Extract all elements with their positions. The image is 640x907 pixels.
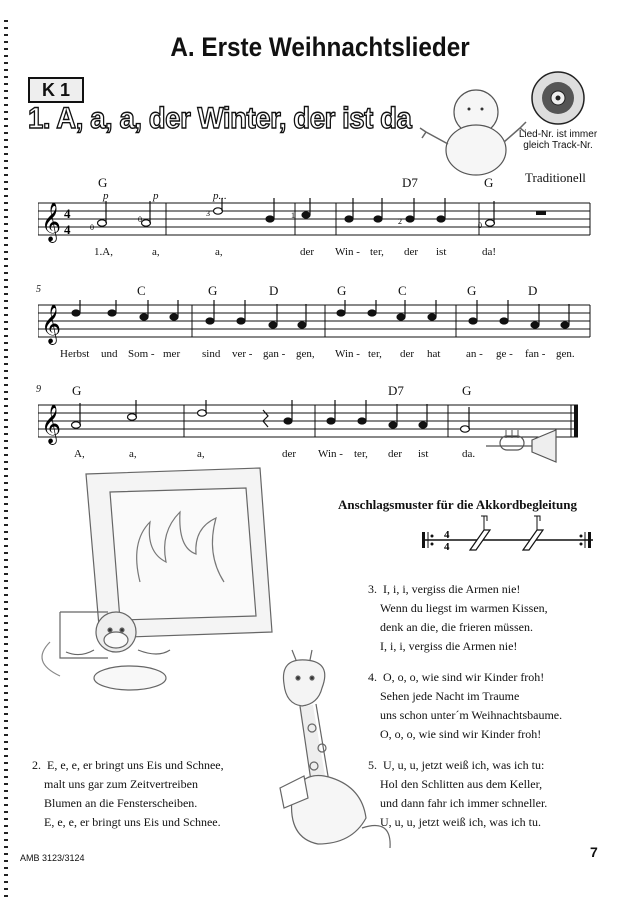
lyric-syllable: Win -	[335, 348, 360, 360]
chord-root: D7	[402, 175, 418, 190]
chord: D	[528, 283, 538, 298]
catalog-number: AMB 3123/3124	[20, 853, 85, 863]
lyric-syllable: ist	[418, 448, 429, 460]
verse-line: O, o, o, wie sind wir Kinder froh!	[380, 727, 542, 741]
lyric-syllable: da.	[462, 448, 476, 460]
svg-text:0: 0	[138, 215, 142, 224]
lyric-syllable: Win -	[335, 246, 360, 258]
svg-text:4: 4	[64, 206, 71, 221]
lyric-syllable: sind	[202, 348, 221, 360]
staff-system-1	[38, 198, 598, 248]
svg-text:4: 4	[64, 222, 71, 237]
lyric-syllable: an -	[466, 348, 483, 360]
verse-line: E, e, e, er bringt uns Eis und Schnee.	[44, 815, 221, 829]
lyric-syllable: Herbst	[60, 348, 90, 360]
chord: G	[462, 383, 472, 398]
chord-root: D7	[388, 383, 404, 398]
staff-system-2	[38, 300, 598, 350]
lyric-syllable: a,	[215, 246, 223, 258]
lyric-syllable: ter,	[368, 348, 382, 360]
verse-line: O, o, o, wie sind wir Kinder froh!	[383, 670, 545, 684]
verse-3	[368, 580, 548, 656]
lyric-syllable: ver -	[232, 348, 253, 360]
lyric-syllable: der	[300, 246, 315, 258]
svg-text:3: 3	[206, 209, 210, 218]
verse-line: Wenn du liegst im warmen Kissen,	[380, 601, 548, 615]
lyric-syllable: und	[101, 348, 118, 360]
chord	[402, 175, 418, 191]
chord: C	[398, 283, 407, 298]
chord	[388, 383, 404, 399]
lyric-syllable: ter,	[354, 448, 368, 460]
cd-note-line: gleich Track-Nr.	[523, 140, 593, 151]
lyric-syllable: da!	[482, 246, 497, 258]
lyric-syllable: ist	[436, 246, 447, 258]
fireplace-monkey-illustration	[20, 462, 290, 712]
verse-number: 2.	[32, 758, 41, 772]
lyric-syllable: ter,	[370, 246, 384, 258]
lyric-syllable: Som -	[128, 348, 155, 360]
lyric-syllable: 1.A,	[94, 246, 113, 258]
verse-line: U, u, u, jetzt weiß ich, was ich tu:	[383, 758, 545, 772]
chord: G	[467, 283, 477, 298]
page-title: A. Erste Weihnachtslieder	[170, 32, 470, 62]
lyric-syllable: gan -	[263, 348, 286, 360]
pattern-title: Anschlagsmuster für die Akkordbegleitung	[338, 497, 577, 512]
lyric-syllable: der	[282, 448, 297, 460]
lyric-syllable: hat	[427, 348, 441, 360]
verse-line: uns schon unter´m Weihnachtsbaume.	[380, 708, 563, 722]
lyric-syllable: der	[400, 348, 415, 360]
dynamic-mark: p	[153, 190, 159, 202]
section-label: K 1	[28, 77, 84, 103]
dynamic-mark: p	[103, 190, 109, 202]
chord: G	[337, 283, 347, 298]
verse-4	[368, 668, 562, 744]
measure-number: 5	[36, 284, 41, 295]
verse-line: malt uns gar zum Zeitvertreiben	[44, 777, 198, 791]
svg-text:1: 1	[291, 211, 295, 220]
page-number: 7	[590, 844, 598, 860]
svg-text:𝄞: 𝄞	[41, 404, 62, 444]
measure-number: 9	[36, 384, 41, 395]
lyric-syllable: Win -	[318, 448, 343, 460]
lyric-syllable: der	[388, 448, 403, 460]
verse-number: 4.	[368, 670, 377, 684]
svg-text:4: 4	[444, 529, 450, 541]
cd-icon	[522, 70, 592, 130]
verse-line: und dann fahr ich immer schneller.	[380, 796, 548, 810]
lyric-syllable: der	[404, 246, 419, 258]
cd-note-line: Lied-Nr. ist immer	[518, 129, 598, 140]
lyric-syllable: a,	[197, 448, 205, 460]
svg-text:0: 0	[478, 221, 482, 230]
chord: G	[484, 175, 494, 190]
verse-line: E, e, e, er bringt uns Eis und Schnee,	[47, 758, 224, 772]
composer: Traditionell	[525, 170, 586, 185]
verse-number: 5.	[368, 758, 377, 772]
lyric-syllable: gen,	[296, 348, 315, 360]
song-title: 1. A, a, a, der Winter, der ist da	[28, 102, 412, 135]
verse-line: Hol den Schlitten aus dem Keller,	[380, 777, 543, 791]
svg-text:2: 2	[398, 217, 402, 226]
svg-text:4: 4	[444, 541, 450, 553]
dynamic-mark: p...	[213, 190, 227, 202]
cd-note	[515, 129, 601, 151]
lyric-syllable: a,	[129, 448, 137, 460]
lyric-syllable: A,	[74, 448, 85, 460]
svg-text:𝄞: 𝄞	[41, 304, 62, 344]
chord: C	[137, 283, 146, 298]
chord: G	[208, 283, 218, 298]
verse-line: I, i, i, vergiss die Armen nie!	[383, 582, 521, 596]
verse-line: I, i, i, vergiss die Armen nie!	[380, 639, 518, 653]
verse-line: Sehen jede Nacht im Traume	[380, 689, 520, 703]
lyric-syllable: gen.	[556, 348, 575, 360]
verse-line: denk an die, die frieren müssen.	[380, 620, 533, 634]
svg-text:𝄞: 𝄞	[41, 202, 62, 242]
trumpet-illustration	[482, 424, 567, 469]
verse-line: Blumen an die Fensterscheiben.	[44, 796, 198, 810]
chord: G	[98, 175, 108, 190]
lyric-syllable: ge -	[496, 348, 513, 360]
verse-line: U, u, u, jetzt weiß ich, was ich tu.	[380, 815, 541, 829]
verse-number: 3.	[368, 582, 377, 596]
lyric-syllable: fan -	[525, 348, 546, 360]
verse-5	[368, 756, 547, 832]
chord: D	[269, 283, 279, 298]
svg-text:0: 0	[90, 223, 94, 232]
strumming-pattern	[418, 512, 598, 562]
snowman-illustration	[418, 82, 528, 177]
binding-spine	[4, 20, 8, 900]
lyric-syllable: mer	[163, 348, 181, 360]
chord: G	[72, 383, 82, 398]
verse-2	[32, 756, 224, 832]
lyric-syllable: a,	[152, 246, 160, 258]
